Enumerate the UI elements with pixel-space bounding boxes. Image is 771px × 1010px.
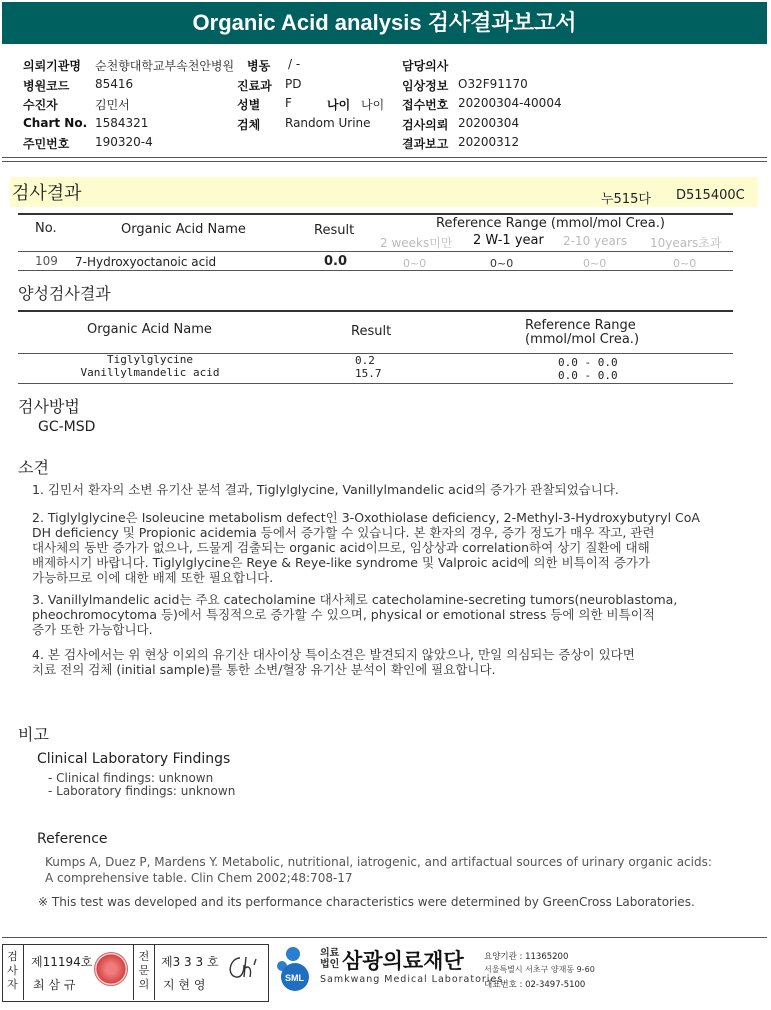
finding-3-line: 증가 또한 가능합니다. — [32, 622, 153, 637]
row-no: 109 — [35, 254, 58, 268]
positive-row-name: Vanillylmandelic acid — [80, 366, 220, 379]
positive-title: 양성검사결과 — [18, 284, 111, 303]
recipient-value: 김민서 — [95, 98, 130, 112]
results-title: 검사결과 — [12, 183, 82, 204]
specialist-name: 지 현 영 — [163, 978, 206, 992]
table-header-rule — [18, 251, 733, 252]
finding-3-line: 3. Vanillylmandelic acid는 주요 catecholamine 대사체로 catecholamine-secreting tumors(neuroblastoma, — [32, 592, 678, 607]
org-name: 삼광의료재단 — [342, 949, 464, 973]
age-group-3: 2-10 years — [563, 234, 628, 248]
age-group-1: 2 weeks미만 — [380, 236, 453, 250]
finding-2-line: DH deficiency 및 Propionic acidemia 등에서 증가할 수 있습니다. 본 환자의 경우, 증가 정도가 매우 작고, 관련 — [32, 525, 655, 540]
col-no: No. — [35, 221, 57, 236]
chart-label: Chart No. — [23, 116, 88, 130]
positive-top-rule — [18, 310, 733, 312]
divider — [2, 161, 767, 162]
positive-row-result: 15.7 — [355, 367, 382, 380]
receipt-no-label: 접수번호 — [402, 98, 449, 112]
specialist-label-char: 문 — [138, 964, 150, 977]
specialist-license-no: 제3 3 3 호 — [161, 955, 219, 969]
positive-col-ref-1: Reference Range — [525, 318, 636, 333]
dept-label: 진료과 — [237, 79, 272, 93]
reference-line-1: Kumps A, Duez P, Mardens Y. Metabolic, nutritional, iatrogenic, and artifactual sources of urinary organic acids: — [45, 855, 712, 869]
tester-seal — [94, 952, 128, 986]
sex-label: 성별 — [237, 98, 261, 112]
specialist-label-char: 전 — [138, 950, 150, 963]
table-bottom-rule — [18, 270, 733, 271]
positive-col-ref-2: (mmol/mol Crea.) — [525, 332, 640, 347]
positive-row-ref: 0.0 - 0.0 — [558, 356, 618, 369]
finding-3-line: pheochromocytoma 등)에서 특징적으로 증가할 수 있으며, physical or emotional stress 등에 의한 비특이적 — [32, 607, 655, 622]
finding-4-line: 4. 본 검사에서는 위 현상 이외의 유기산 대사이상 특이소견은 발견되지 않았으나, 만일 의심되는 증상이 있다면 — [32, 647, 635, 662]
ward-label: 병동 — [247, 59, 271, 73]
org-prefix-2: 법인 — [320, 959, 340, 970]
doctor-label: 담당의사 — [402, 59, 449, 73]
logo-text: SML — [285, 973, 304, 983]
positive-col-result: Result — [351, 324, 392, 339]
findings-title: 소견 — [18, 458, 49, 477]
finding-4-line: 치료 전의 검체 (initial sample)를 통한 소변/혈장 유기산 분석이 확인에 필요합니다. — [32, 662, 496, 677]
finding-2-line: 대사체의 동반 증가가 없으나, 드물게 검출되는 organic acid이므로, 임상상과 correlation하여 상기 질환에 대해 — [32, 540, 650, 555]
row-range-2: 0~0 — [490, 257, 514, 270]
tester-label-char: 검 — [7, 950, 18, 963]
org-prefix-1: 의료 — [320, 948, 340, 959]
receipt-no-value: 20200304-40004 — [458, 96, 562, 110]
specimen-label: 검체 — [237, 118, 261, 132]
col-result: Result — [314, 223, 355, 238]
specialist-label-char: 의 — [138, 978, 150, 991]
disclaimer-note: ※ This test was developed and its performance characteristics were determined by GreenCross Laboratories. — [38, 895, 695, 909]
positive-col-name: Organic Acid Name — [87, 322, 212, 337]
row-range-1: 0~0 — [403, 257, 427, 270]
tester-label — [2, 944, 24, 1000]
finding-2-line: 가능하므로 이에 대한 배제 또한 필요합니다. — [32, 570, 274, 585]
dept-value: PD — [285, 77, 302, 91]
org-code: 요양기관 : 11365200 — [484, 952, 569, 962]
org-prefix — [320, 948, 339, 970]
report-date-value: 20200312 — [458, 135, 520, 149]
tester-label-char: 자 — [7, 978, 18, 991]
reference-title: Reference — [37, 831, 108, 847]
finding-1: 1. 김민서 환자의 소변 유기산 분석 결과, Tiglylglycine, Vanillylmandelic acid의 증가가 관찰되었습니다. — [32, 482, 619, 497]
positive-row-result: 0.2 — [355, 354, 375, 367]
finding-3 — [32, 592, 752, 637]
tester-license-no: 제11194호 — [31, 955, 93, 969]
org-phone: 대표번호 : 02-3497-5100 — [484, 980, 586, 990]
org-address: 서울특별시 서초구 양재동 9-60 — [484, 965, 595, 974]
code-2: D515400C — [676, 188, 745, 203]
method-title: 검사방법 — [18, 397, 80, 416]
col-reference: Reference Range (mmol/mol Crea.) — [436, 216, 665, 231]
remarks-title: 비고 — [18, 725, 49, 744]
remarks-item: - Laboratory findings: unknown — [48, 784, 236, 798]
row-range-3: 0~0 — [583, 257, 607, 270]
hospital-code-label: 병원코드 — [23, 79, 70, 93]
tester-name: 최 삼 규 — [33, 978, 76, 992]
age-label: 나이 — [327, 98, 351, 112]
resident-value: 190320-4 — [95, 135, 153, 149]
request-value: 20200304 — [458, 116, 520, 130]
specialist-signature — [222, 953, 262, 983]
sml-logo-icon — [270, 944, 316, 996]
positive-bottom-rule — [18, 383, 733, 384]
report-date-label: 결과보고 — [402, 137, 449, 151]
resident-label: 주민번호 — [23, 137, 70, 151]
sex-value: F — [285, 96, 292, 110]
row-result: 0.0 — [324, 254, 348, 269]
remarks-subtitle: Clinical Laboratory Findings — [37, 751, 231, 767]
finding-2 — [32, 510, 752, 585]
hospital-code-value: 85416 — [95, 77, 134, 91]
divider — [2, 157, 767, 158]
code-1: 누515다 — [601, 192, 651, 207]
reference-line-2: A comprehensive table. Clin Chem 2002;48:708-17 — [45, 871, 353, 885]
positive-row-name: Tiglylglycine — [106, 353, 194, 366]
chart-value: 1584321 — [95, 116, 149, 130]
report-title: Organic Acid analysis 검사결과보고서 — [2, 2, 767, 44]
institution-label: 의뢰기관명 — [23, 59, 81, 73]
clinical-info-label: 임상정보 — [402, 79, 449, 93]
recipient-label: 수진자 — [23, 98, 58, 112]
table-top-rule — [18, 213, 733, 215]
specialist-label — [133, 944, 155, 1000]
col-name: Organic Acid Name — [121, 222, 246, 237]
positive-row-ref: 0.0 - 0.0 — [558, 369, 618, 382]
ward-value: / - — [288, 57, 301, 71]
finding-4 — [32, 647, 752, 677]
remarks-item: - Clinical findings: unknown — [48, 771, 214, 785]
row-name: 7-Hydroxyoctanoic acid — [75, 255, 217, 269]
tester-label-char: 사 — [7, 964, 18, 977]
age-group-2: 2 W-1 year — [473, 233, 544, 248]
method-value: GC-MSD — [38, 419, 96, 435]
age-value: 나이 — [361, 98, 385, 112]
footer-rule — [2, 937, 767, 938]
age-group-4: 10years초과 — [650, 236, 722, 250]
finding-2-line: 배제하시기 바랍니다. Tiglylglycine은 Reye & Reye-like syndrome 및 Valproic acid에 의한 비특이적 증가가 — [32, 555, 651, 570]
clinical-info-value: O32F91170 — [458, 77, 528, 91]
request-label: 검사의뢰 — [402, 118, 449, 132]
row-range-4: 0~0 — [673, 257, 697, 270]
finding-2-line: 2. Tiglylglycine은 Isoleucine metabolism defect인 3-Oxothiolase deficiency, 2-Methyl-3-Hydroxybutyryl CoA — [32, 510, 700, 525]
org-english-name: Samkwang Medical Laboratories — [320, 974, 504, 985]
institution-value: 순천향대학교부속천안병원 — [95, 59, 235, 73]
specimen-value: Random Urine — [285, 116, 371, 130]
